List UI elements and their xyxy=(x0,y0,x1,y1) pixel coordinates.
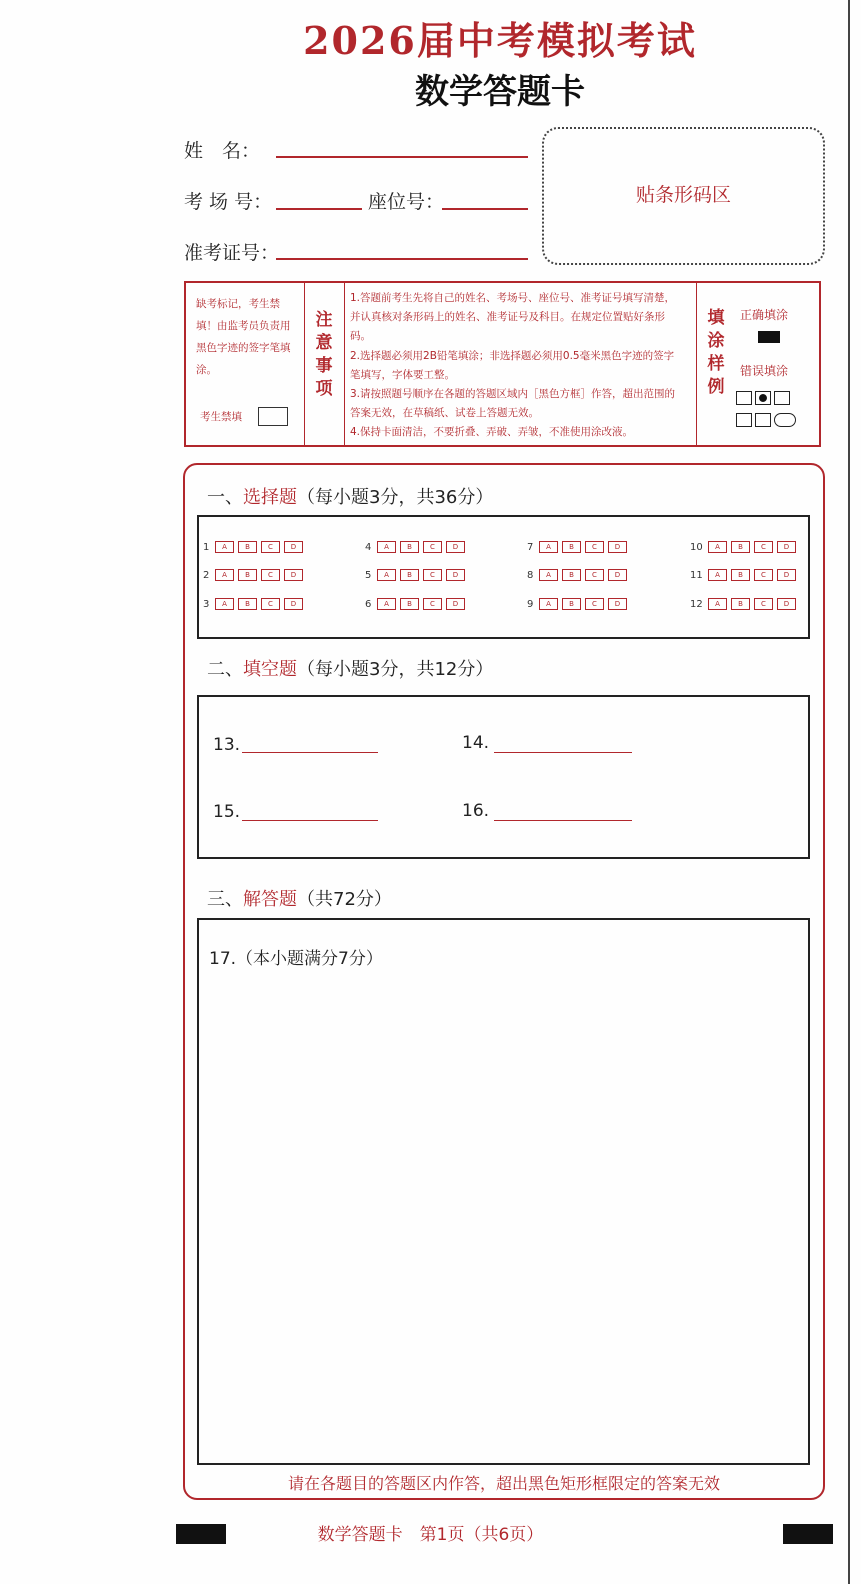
q13-answer-line[interactable] xyxy=(242,752,378,753)
section1-suffix: （每小题3分，共36分） xyxy=(297,487,494,508)
name-field[interactable] xyxy=(276,156,528,158)
seat-label: 座位号： xyxy=(368,191,445,213)
choice-question-row xyxy=(365,541,469,553)
question-number: 3 xyxy=(203,598,210,610)
option-bubble[interactable]: C xyxy=(754,598,773,610)
choice-question-row xyxy=(690,541,800,553)
option-bubble[interactable]: B xyxy=(238,541,257,553)
wrong-label: 错误填涂 xyxy=(740,364,789,378)
choice-question-row xyxy=(365,569,469,581)
option-bubble[interactable]: A xyxy=(215,569,234,581)
absent-checkbox[interactable] xyxy=(258,407,288,426)
q14-label: 14. xyxy=(462,733,490,753)
notice-item-4: 4.保持卡面清洁，不要折叠、弄破、弄皱，不准使用涂改液。 xyxy=(350,426,634,438)
absent-text: 缺考标记，考生禁填！由监考员负责用黑色字迹的签字笔填涂。 xyxy=(196,298,291,376)
footer-note: 请在各题目的答题区内作答，超出黑色矩形框限定的答案无效 xyxy=(287,1474,720,1493)
option-bubble[interactable]: A xyxy=(708,569,727,581)
room-label: 考 场 号： xyxy=(184,191,273,213)
question-number: 9 xyxy=(527,598,534,610)
option-bubble[interactable]: D xyxy=(284,569,303,581)
oval-sample-icon xyxy=(774,413,796,427)
ticket-label: 准考证号： xyxy=(184,242,280,264)
notice-item-2: 2.选择题必须用2B铅笔填涂；非选择题必须用0.5毫米黑色字迹的签字笔填写，字体要工整。 xyxy=(350,350,675,381)
section2-name: 填空题 xyxy=(243,659,297,680)
alignment-mark-right xyxy=(783,1524,833,1544)
option-bubble[interactable]: C xyxy=(423,569,442,581)
choice-question-row xyxy=(690,569,800,581)
q15-answer-line[interactable] xyxy=(242,820,378,821)
section2-prefix: 二、 xyxy=(207,659,243,680)
option-bubble[interactable]: C xyxy=(261,598,280,610)
choice-question-row xyxy=(527,541,631,553)
option-bubble[interactable]: C xyxy=(423,541,442,553)
option-bubble[interactable]: B xyxy=(731,541,750,553)
option-bubble[interactable]: B xyxy=(731,569,750,581)
wrong-samples-row-2 xyxy=(736,409,799,428)
option-bubble[interactable]: D xyxy=(608,598,627,610)
choice-question-row xyxy=(203,598,307,610)
question-number: 5 xyxy=(365,569,372,581)
option-bubble[interactable]: C xyxy=(754,569,773,581)
section2-suffix: （每小题3分，共12分） xyxy=(297,659,494,680)
choice-question-row xyxy=(527,598,631,610)
section3-suffix: （共72分） xyxy=(297,889,392,910)
choice-question-row xyxy=(527,569,631,581)
option-bubble[interactable]: B xyxy=(562,569,581,581)
sample-column xyxy=(696,283,819,445)
option-bubble[interactable]: C xyxy=(585,569,604,581)
q16-answer-line[interactable] xyxy=(494,820,632,821)
question-number: 12 xyxy=(690,598,703,610)
choice-question-row xyxy=(690,598,800,610)
option-bubble[interactable]: D xyxy=(608,569,627,581)
notice-panel xyxy=(184,281,821,447)
page-edge-line xyxy=(848,0,850,1584)
option-bubble[interactable]: B xyxy=(238,598,257,610)
option-bubble[interactable]: B xyxy=(400,541,419,553)
option-bubble[interactable]: D xyxy=(777,569,796,581)
wrong-samples-row-1 xyxy=(736,387,793,406)
section1-name: 选择题 xyxy=(243,487,297,508)
card-title: 数学答题卡 xyxy=(415,72,585,112)
page-footer: 数学答题卡 第1页（共6页） xyxy=(317,1525,544,1545)
absent-column xyxy=(186,283,305,445)
section1-prefix: 一、 xyxy=(207,487,243,508)
q13-label: 13. xyxy=(213,735,241,755)
option-bubble[interactable]: D xyxy=(284,541,303,553)
question-number: 2 xyxy=(203,569,210,581)
q17-label: 17.（本小题满分7分） xyxy=(209,949,383,969)
notice-items xyxy=(344,283,697,445)
option-bubble[interactable]: C xyxy=(261,541,280,553)
fill-box xyxy=(197,695,810,859)
choice-question-row xyxy=(203,541,307,553)
name-label: 姓 名： xyxy=(184,140,261,162)
alignment-mark-left xyxy=(176,1524,226,1544)
question-number: 8 xyxy=(527,569,534,581)
option-bubble[interactable]: A xyxy=(539,541,558,553)
option-bubble[interactable]: B xyxy=(400,569,419,581)
section3-prefix: 三、 xyxy=(207,889,243,910)
question-number: 7 xyxy=(527,541,534,553)
option-bubble[interactable]: C xyxy=(585,598,604,610)
dot-sample-icon xyxy=(755,391,771,405)
q14-answer-line[interactable] xyxy=(494,752,632,753)
option-bubble[interactable]: D xyxy=(446,541,465,553)
notice-item-1: 1.答题前考生先将自己的姓名、考场号、座位号、准考证号填写清楚，并认真核对条形码上的姓名、准考证号及科目。在规定位置贴好条形码。 xyxy=(350,292,676,342)
option-bubble[interactable]: C xyxy=(585,541,604,553)
question-number: 10 xyxy=(690,541,703,553)
option-bubble[interactable]: D xyxy=(608,541,627,553)
seat-field[interactable] xyxy=(442,208,528,210)
correct-label: 正确填涂 xyxy=(740,308,789,322)
option-bubble[interactable]: C xyxy=(754,541,773,553)
option-bubble[interactable]: B xyxy=(731,598,750,610)
option-bubble[interactable]: A xyxy=(377,541,396,553)
option-bubble[interactable]: B xyxy=(400,598,419,610)
option-bubble[interactable]: A xyxy=(708,598,727,610)
question-number: 11 xyxy=(690,569,703,581)
option-bubble[interactable]: A xyxy=(539,598,558,610)
question-number: 4 xyxy=(365,541,372,553)
check-mark-sample-icon xyxy=(736,391,752,405)
notice-item-3: 3.请按照题号顺序在各题的答题区域内［黑色方框］作答，超出范围的答案无效，在草稿纸、试卷上答题无效。 xyxy=(350,388,676,419)
option-bubble[interactable]: D xyxy=(284,598,303,610)
q17-answer-box[interactable] xyxy=(197,918,810,1465)
option-bubble[interactable]: A xyxy=(708,541,727,553)
section3-name: 解答题 xyxy=(243,889,297,910)
option-bubble[interactable]: C xyxy=(261,569,280,581)
option-bubble[interactable]: B xyxy=(562,541,581,553)
option-bubble[interactable]: A xyxy=(215,598,234,610)
room-field[interactable] xyxy=(276,208,362,210)
q16-label: 16. xyxy=(462,801,490,821)
option-bubble[interactable]: D xyxy=(446,598,465,610)
option-bubble[interactable]: D xyxy=(777,541,796,553)
circle-sample-icon xyxy=(774,391,790,405)
correct-sample-icon xyxy=(758,331,780,343)
notice-heading: 注意事项 xyxy=(315,310,333,399)
option-bubble[interactable]: B xyxy=(238,569,257,581)
option-bubble[interactable]: A xyxy=(377,598,396,610)
cross-sample-icon xyxy=(755,413,771,427)
choice-question-row xyxy=(365,598,469,610)
absent-box-label: 考生禁填 xyxy=(200,411,242,423)
ticket-field[interactable] xyxy=(276,258,528,260)
sample-heading: 填涂样例 xyxy=(707,308,725,397)
q15-label: 15. xyxy=(213,802,241,822)
section2-title xyxy=(207,655,493,681)
option-bubble[interactable]: A xyxy=(215,541,234,553)
barcode-label: 贴条形码区 xyxy=(635,184,731,206)
slash-sample-icon xyxy=(736,413,752,427)
notice-heading-column xyxy=(304,283,345,445)
question-number: 1 xyxy=(203,541,210,553)
question-number: 6 xyxy=(365,598,372,610)
section3-title xyxy=(207,885,392,911)
option-bubble[interactable]: D xyxy=(777,598,796,610)
option-bubble[interactable]: B xyxy=(562,598,581,610)
choice-question-row xyxy=(203,569,307,581)
option-bubble[interactable]: C xyxy=(423,598,442,610)
option-bubble[interactable]: D xyxy=(446,569,465,581)
option-bubble[interactable]: A xyxy=(377,569,396,581)
section1-title xyxy=(207,483,493,509)
exam-title: 2026届中考模拟考试 xyxy=(303,18,697,63)
option-bubble[interactable]: A xyxy=(539,569,558,581)
